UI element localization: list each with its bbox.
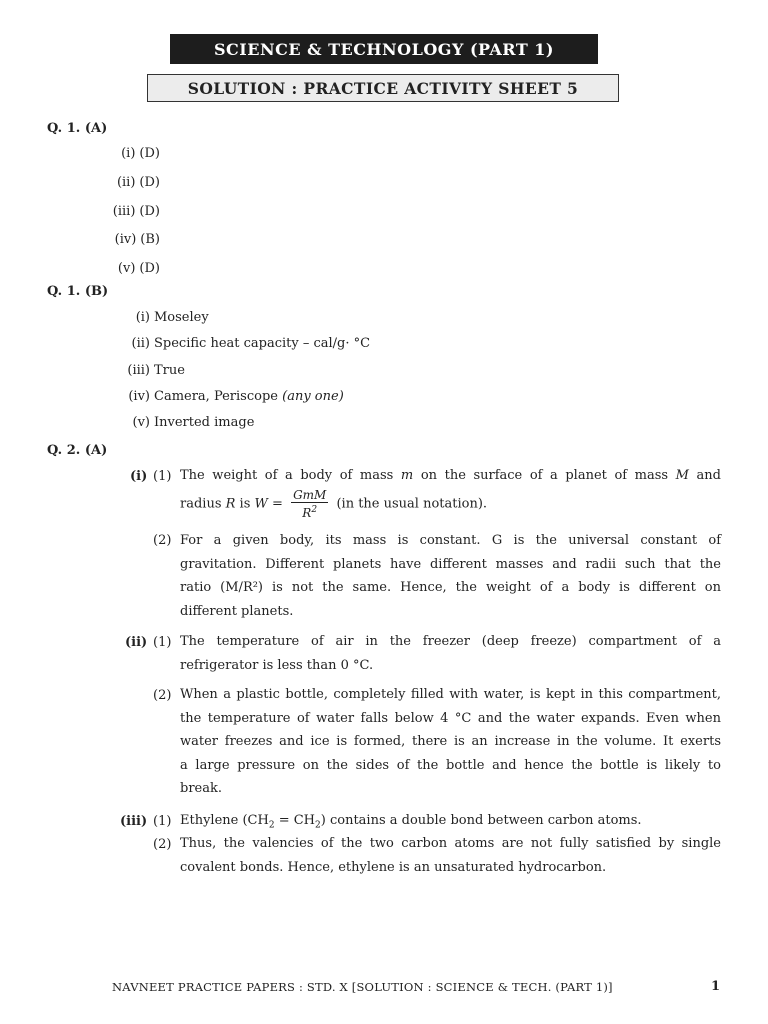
item-number: (iv)	[128, 389, 150, 404]
item-number: (iv)	[114, 232, 137, 247]
part-label-text: (iii)	[120, 814, 148, 829]
point-number: (1)	[153, 814, 172, 829]
document-subtitle: SOLUTION : PRACTICE ACTIVITY SHEET 5	[147, 74, 619, 102]
document-title: SCIENCE & TECHNOLOGY (PART 1)	[170, 34, 598, 64]
paragraph	[180, 832, 721, 879]
symbol-W: W	[254, 496, 268, 512]
exponent: 2	[311, 505, 318, 515]
item-answer: Moseley	[154, 310, 209, 325]
text-line: gravitation. Different planets have different masses and radii such that the	[180, 556, 721, 572]
item-number: (v)	[132, 415, 150, 430]
text-line: break.	[180, 781, 222, 796]
list-item	[100, 175, 160, 190]
text-line: When a plastic bottle, completely filled with water, is kept in this compartment,	[180, 687, 721, 702]
list-item	[100, 389, 500, 404]
denominator-base: R	[302, 506, 312, 520]
paragraph	[180, 630, 721, 677]
paragraph	[180, 488, 721, 520]
item-number: (v)	[117, 261, 136, 276]
text-span: ) contains a double bond between carbon atoms.	[320, 813, 642, 828]
item-answer: (D)	[139, 204, 160, 219]
point-number: (2)	[153, 533, 172, 548]
text-line: Thus, the valencies of the two carbon atoms are not fully satisfied by single	[180, 836, 721, 851]
q2a-heading: Q. 2. (A)	[47, 443, 108, 458]
fraction	[291, 488, 328, 520]
text-span: The weight of a body of mass	[180, 468, 401, 483]
list-item	[100, 415, 500, 430]
item-answer: (B)	[140, 232, 160, 247]
item-number: (ii)	[116, 175, 136, 190]
item-number: (i)	[121, 146, 136, 161]
subscript: 2	[268, 820, 275, 831]
fraction-numerator: GmM	[293, 488, 327, 502]
text-span: radius	[180, 496, 226, 512]
q1a-heading: Q. 1. (A)	[47, 121, 108, 136]
item-answer: Inverted image	[154, 415, 255, 430]
item-answer: Specific heat capacity – cal/g· °C	[154, 336, 371, 351]
list-item	[100, 204, 160, 219]
text-line: covalent bonds. Hence, ethylene is an unsaturated hydrocarbon.	[180, 859, 607, 875]
text-span: Ethylene (CH	[180, 813, 269, 828]
part-label	[130, 469, 147, 484]
item-number: (iii)	[112, 204, 136, 219]
page-number: 1	[711, 979, 721, 994]
list-item	[100, 261, 160, 276]
text-line	[180, 464, 721, 488]
part-label-text: (i)	[130, 469, 148, 484]
q1b-heading: Q. 1. (B)	[47, 284, 109, 299]
list-item	[100, 310, 500, 325]
item-answer: Camera, Periscope	[154, 389, 278, 404]
item-number: (iii)	[127, 363, 150, 378]
list-item	[100, 363, 500, 378]
item-number: (i)	[135, 310, 150, 325]
point-number: (1)	[153, 469, 172, 484]
text-line: different planets.	[180, 603, 294, 619]
symbol-m: m	[400, 468, 414, 483]
item-answer: True	[154, 363, 185, 378]
paragraph	[180, 529, 721, 623]
text-line: The temperature of air in the freezer (deep freeze) compartment of a	[180, 634, 721, 649]
text-span: = CH	[274, 813, 316, 828]
formula-line	[180, 488, 721, 520]
list-item	[100, 146, 160, 161]
item-answer: (D)	[139, 261, 160, 276]
text-line: the temperature of water falls below 4 °C and the water expands. Even when	[180, 710, 721, 726]
fraction-denominator	[302, 503, 317, 520]
text-line: For a given body, its mass is constant. G is the universal constant of	[180, 533, 721, 548]
text-span: on the surface of a planet of mass	[413, 468, 676, 483]
list-item	[100, 232, 160, 247]
equals-sign: =	[267, 496, 288, 512]
paragraph	[180, 464, 721, 488]
text-span: is	[235, 496, 255, 512]
item-number: (ii)	[131, 336, 150, 351]
item-answer: (D)	[139, 146, 160, 161]
item-note: (any one)	[282, 389, 344, 404]
text-line: water freezes and ice is formed, there is an increase in the volume. It exerts	[180, 734, 721, 749]
point-number: (2)	[153, 688, 172, 703]
list-item	[100, 336, 500, 351]
symbol-M: M	[675, 468, 689, 483]
part-label	[120, 814, 147, 829]
text-line: ratio (M/R²) is not the same. Hence, the weight of a body is different on	[180, 580, 721, 595]
paragraph	[180, 683, 721, 801]
page-footer: NAVNEET PRACTICE PAPERS : STD. X [SOLUTION : SCIENCE & TECH. (PART 1)]	[112, 980, 613, 994]
symbol-R: R	[225, 496, 236, 512]
part-label-text: (ii)	[125, 635, 148, 650]
point-number: (1)	[153, 635, 172, 650]
part-label	[125, 635, 147, 650]
item-answer: (D)	[139, 175, 160, 190]
text-line: a large pressure on the sides of the bottle and hence the bottle is likely to	[180, 757, 721, 773]
point-number: (2)	[153, 837, 172, 852]
subscript: 2	[315, 820, 321, 831]
text-line: refrigerator is less than 0 °C.	[180, 657, 374, 673]
text-span: (in the usual notation).	[332, 496, 488, 512]
text-span: and	[688, 468, 722, 483]
